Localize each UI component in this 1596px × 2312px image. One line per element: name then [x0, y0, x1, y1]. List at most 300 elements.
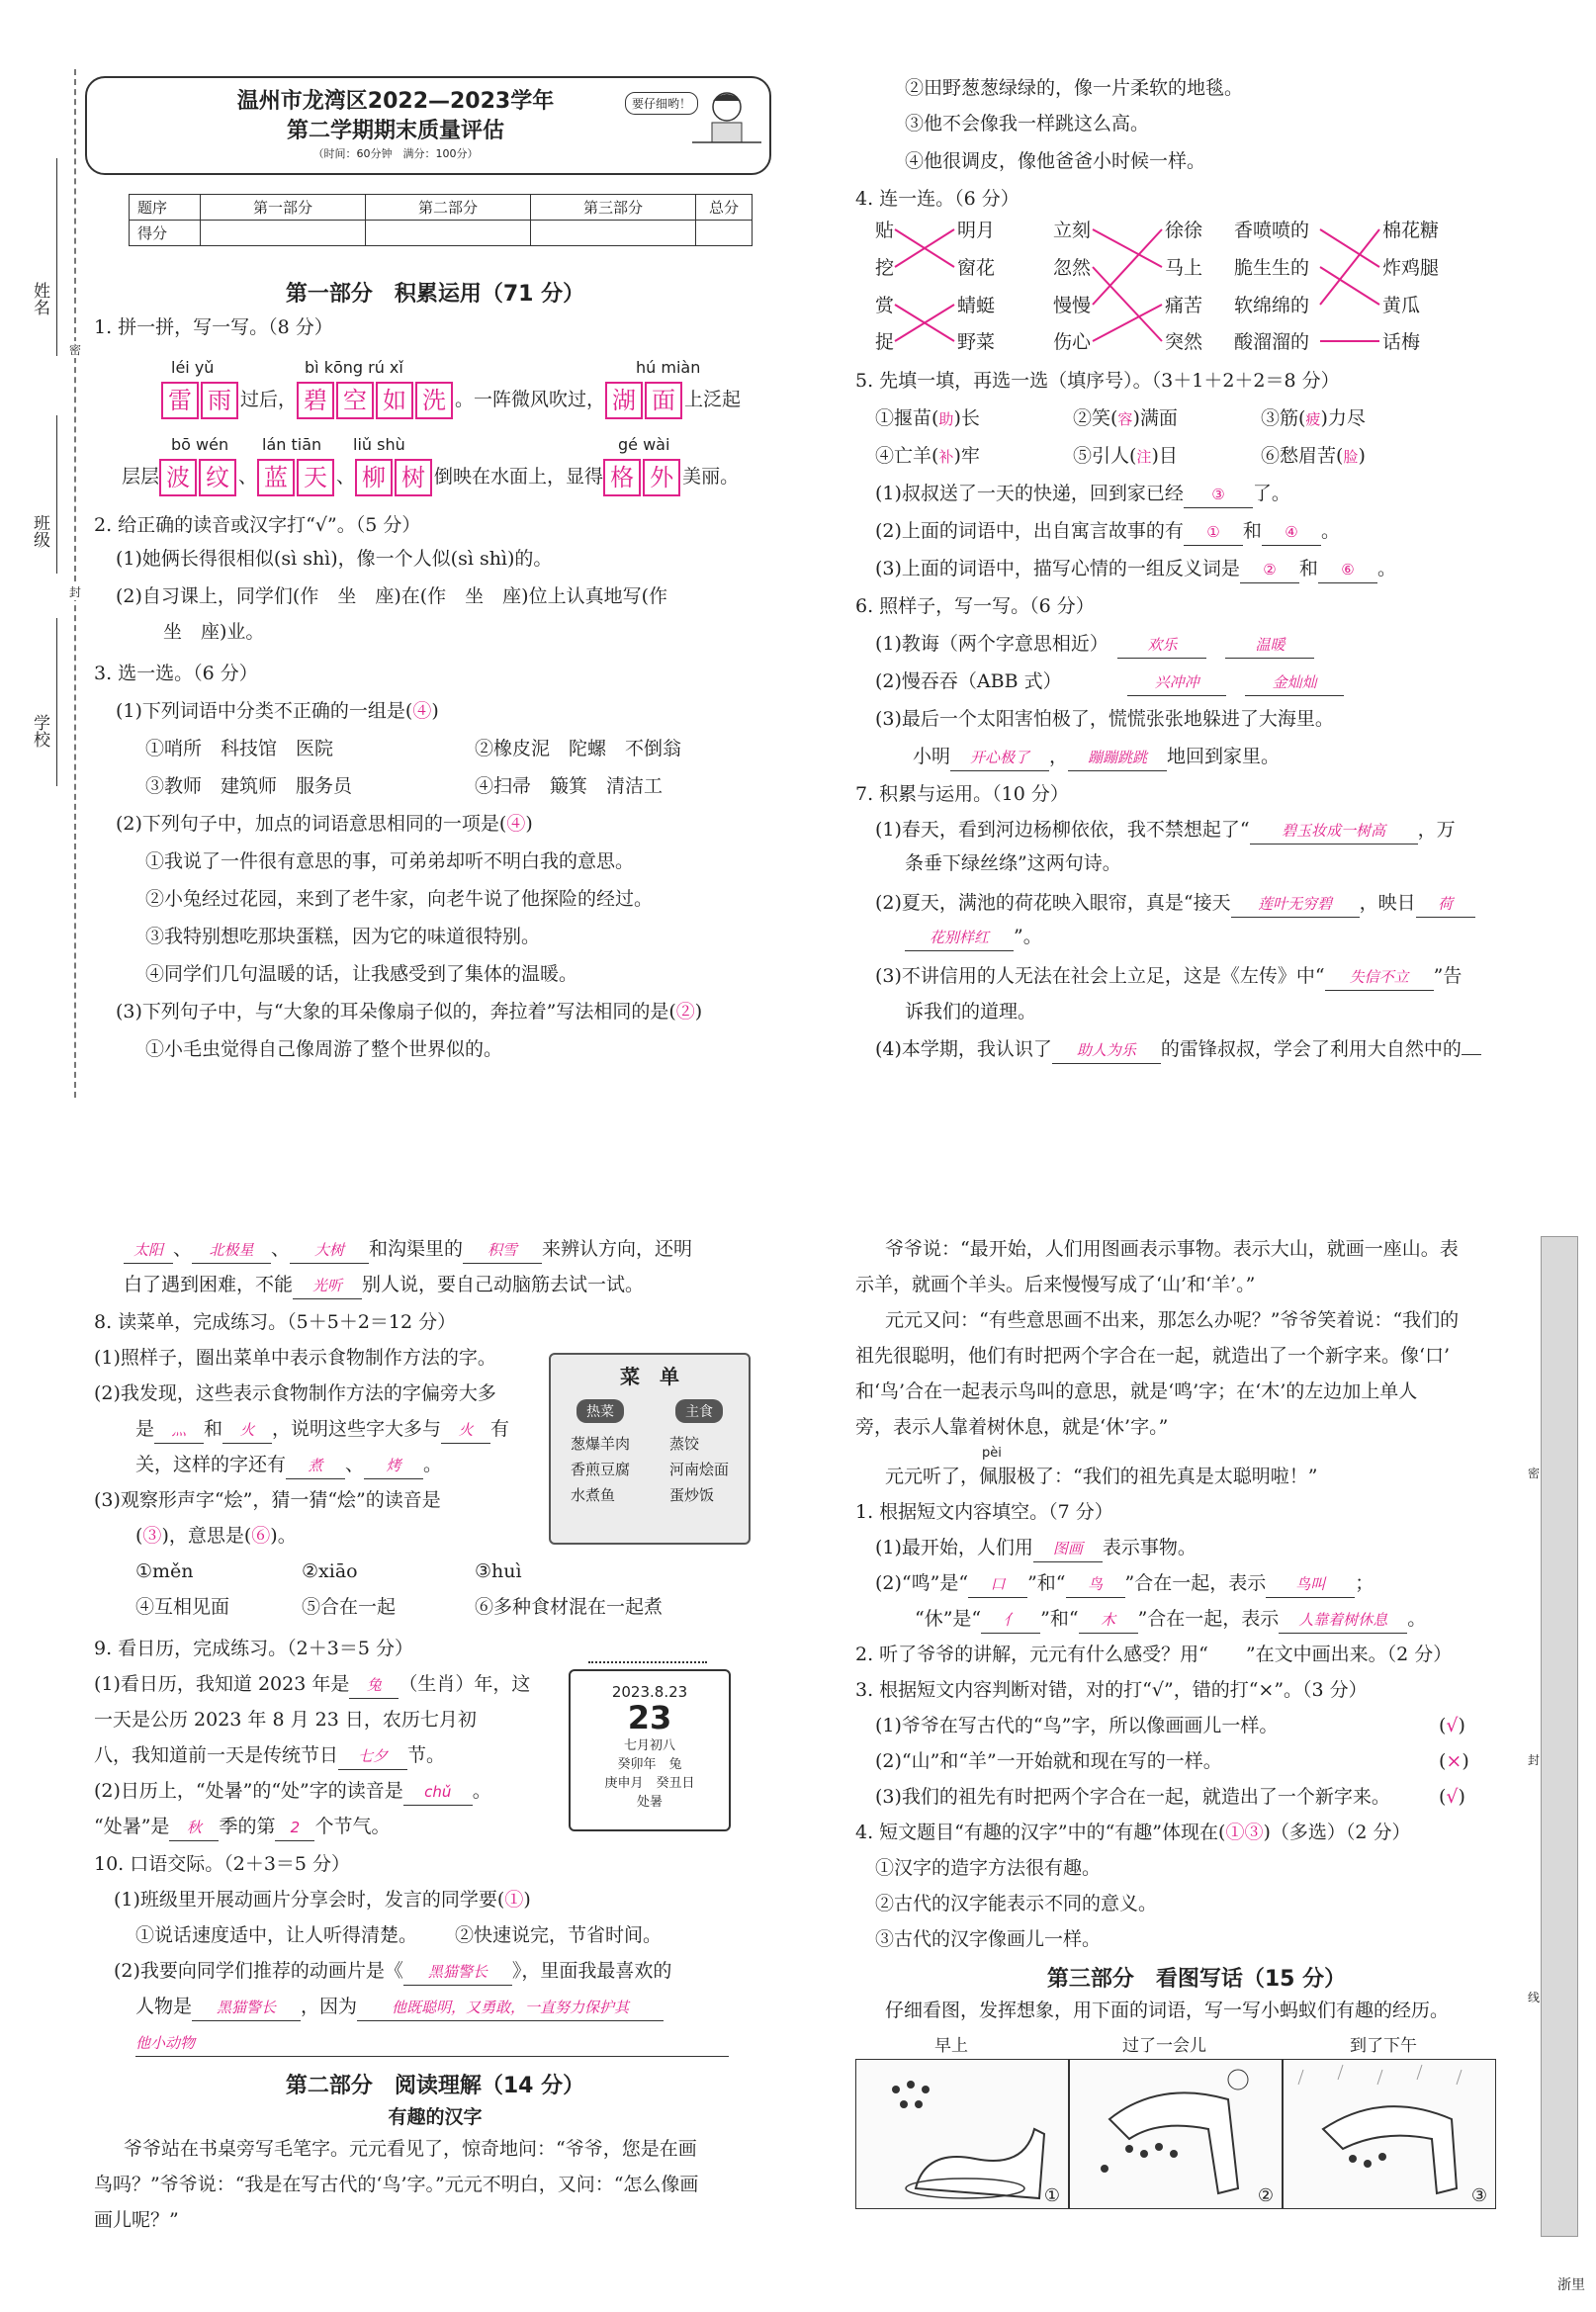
q3-opt[interactable]: ②小兔经过花园，来到了老牛家，向老牛说了他探险的经过。	[145, 888, 654, 910]
answer-blank[interactable]	[1462, 1054, 1481, 1055]
answer-blank[interactable]: 木	[1079, 1607, 1138, 1634]
q3-opt[interactable]: ①哨所 科技馆 医院	[145, 738, 334, 759]
pic-caption: 到了下午	[1350, 2036, 1417, 2056]
calendar-solar-term: 处暑	[636, 1795, 663, 1810]
text: ③筋(	[1261, 407, 1306, 429]
answer-blank[interactable]: 兔	[349, 1672, 399, 1699]
text: (2)下列句子中，加点的词语意思相同的一项是(	[116, 813, 507, 835]
match-item[interactable]: 突然	[1165, 331, 1203, 353]
match-item[interactable]: 马上	[1165, 257, 1203, 279]
answer[interactable]: 疲	[1305, 410, 1321, 428]
text: )长	[953, 407, 980, 429]
score-cell[interactable]	[531, 221, 696, 246]
q10-opt[interactable]: ①说话速度适中，让人听得清楚。	[135, 1924, 418, 1946]
q8-opt[interactable]: ④互相见面	[135, 1596, 230, 1618]
text: ”和“	[1027, 1572, 1066, 1594]
answer[interactable]: ①	[504, 1889, 524, 1911]
exam-title	[198, 87, 593, 162]
text: 了。	[1252, 483, 1290, 504]
q3-opt[interactable]: ③他不会像我一样跳这么高。	[905, 113, 1150, 134]
answer-blank[interactable]: 失信不立	[1325, 964, 1434, 991]
q1-label: 1. 拼一拼，写一写。（8 分）	[94, 316, 333, 338]
char-tile[interactable]: 天	[297, 459, 334, 496]
seal-mark-2: 封	[69, 585, 82, 599]
part1-title: 第一部分 积累运用（71 分）	[285, 282, 585, 307]
text: 。	[423, 1454, 443, 1475]
picture-2	[1069, 2059, 1283, 2209]
q2-line2: (2)自习课上，同学们(作 坐 座)在(作 坐 座)位上认真地写(作	[116, 585, 667, 607]
match-item[interactable]: 伤心	[1053, 331, 1092, 353]
match-item[interactable]: 痛苦	[1165, 295, 1203, 316]
footer-brand: 浙里	[1557, 2277, 1585, 2293]
text: )	[1358, 445, 1366, 467]
text: 美丽。	[682, 466, 740, 488]
text: ”和“	[1040, 1608, 1079, 1630]
score-col-1: 第一部分	[201, 195, 366, 221]
answer[interactable]: ④	[506, 813, 526, 835]
q7-cont: 太阳 、 北极星 、 大树 和沟渠里的 积雪 来辨认方向，还明	[124, 1236, 776, 1264]
answer-blank[interactable]: 火	[222, 1417, 272, 1444]
answer-blank[interactable]: 开心极了	[950, 745, 1049, 771]
calendar-date: 2023.8.23	[611, 1683, 688, 1701]
bottom-right-column	[855, 1226, 1541, 2294]
answer-blank[interactable]: 太阳	[124, 1237, 173, 1264]
char-tile[interactable]: 纹	[199, 459, 236, 496]
text: 过后，	[240, 389, 298, 410]
answer-blank[interactable]: 亻	[981, 1607, 1040, 1634]
text: 、	[238, 466, 258, 488]
q5-s1	[875, 481, 1538, 508]
answer-blank[interactable]: 黑猫警长	[403, 1959, 512, 1986]
menu-item: 香煎豆腐	[570, 1461, 630, 1478]
text: 关，这样的字还有	[135, 1454, 287, 1475]
text: 。	[1320, 520, 1340, 542]
answer-blank[interactable]: 碧玉妆成一树高	[1250, 818, 1418, 845]
q7-s4	[875, 1036, 1538, 1064]
char-tile[interactable]: 湖	[605, 382, 643, 419]
picture-1	[855, 2059, 1069, 2209]
match-item[interactable]: 立刻	[1053, 220, 1092, 241]
r1-s1	[875, 1535, 1538, 1562]
q10-label: 10. 口语交际。（2＋3＝5 分）	[94, 1853, 351, 1875]
text: 4. 短文题目“有趣的汉字”中的“有趣”体现在(	[855, 1822, 1226, 1843]
answer-blank[interactable]: 大树	[290, 1237, 369, 1264]
text: ②笑(	[1073, 407, 1118, 429]
answer-blank[interactable]: 煮	[286, 1453, 345, 1479]
calendar-rings	[588, 1661, 707, 1677]
seal-mark: 封	[1528, 1753, 1541, 1767]
r3-label: 3. 根据短文内容判断对错，对的打“√”，错的打“×”。（3 分）	[855, 1679, 1368, 1701]
q5-label: 5. 先填一填，再选一选（填序号）。（3＋1＋2＋2＝8 分）	[855, 370, 1340, 392]
match-item[interactable]: 野菜	[957, 331, 996, 353]
q3-s1: (1)下列词语中分类不正确的一组是(④)	[116, 700, 439, 722]
shoe-illustration	[1284, 2060, 1495, 2208]
answer-blank[interactable]: 欢乐	[1117, 632, 1206, 659]
answer[interactable]: ③	[142, 1525, 162, 1547]
answer-blank[interactable]: ⑥	[1318, 557, 1377, 583]
text: 季的第	[219, 1816, 276, 1837]
answer[interactable]: 脸	[1343, 448, 1359, 466]
r3-answer[interactable]: (√)	[1439, 1715, 1465, 1736]
text: ；	[1355, 1572, 1374, 1594]
title-line-1: 温州市龙湾区2022—2023学年	[236, 89, 555, 114]
q5-row2	[1261, 443, 1538, 470]
q8-opt[interactable]: ③huì	[475, 1560, 522, 1582]
text: 和	[204, 1418, 223, 1440]
answer-blank[interactable]: 他既聪明，又勇敢，一直努力保护其	[357, 1995, 664, 2021]
answer-blank[interactable]: ③	[1184, 482, 1253, 508]
text: (2)日历上，“处暑”的“处”字的读音是	[94, 1780, 403, 1802]
char-tile[interactable]: 格	[603, 459, 641, 496]
q3-opt[interactable]: ②橡皮泥 陀螺 不倒翁	[475, 738, 682, 759]
story-p2: 爷爷说：“最开始，人们用图画表示事物。表示大山，就画一座山。表	[885, 1238, 1459, 1260]
r1-s2	[875, 1570, 1538, 1598]
pic-number: ③	[1470, 2185, 1487, 2206]
q1-line2	[122, 459, 776, 496]
story-p3: 元元又问：“有些意思画不出来，那怎么办呢？”爷爷笑着说：“我们的	[885, 1309, 1460, 1331]
text: ，万	[1417, 819, 1456, 841]
q2-label: 2. 给正确的读音或汉字打“√”。（5 分）	[94, 514, 421, 536]
answer-blank[interactable]: 莲叶无穷碧	[1231, 891, 1360, 918]
calendar	[559, 1657, 737, 1835]
score-row-label: 得分	[130, 221, 201, 246]
q3-opt[interactable]: ③教师 建筑师 服务员	[145, 775, 353, 797]
q8-opt[interactable]: ⑤合在一起	[302, 1596, 397, 1618]
answer-blank[interactable]: 火	[441, 1417, 490, 1444]
q9-s2: 一天是公历 2023 年 8 月 23 日，农历七月初	[94, 1709, 477, 1731]
story-p2b: 示羊，就画个羊头。后来慢慢写成了‘山’和‘羊’。”	[855, 1274, 1256, 1295]
match-item[interactable]: 赏	[875, 295, 895, 316]
answer-blank[interactable]: 黑猫警长	[192, 1995, 301, 2021]
answer-blank[interactable]: 鸟叫	[1266, 1571, 1355, 1598]
answer-blank[interactable]: ①	[1184, 519, 1243, 546]
match-item[interactable]: 话梅	[1382, 331, 1421, 353]
pic-number: ①	[1043, 2185, 1060, 2206]
answer[interactable]: 注	[1136, 448, 1152, 466]
text: 。	[1407, 1608, 1427, 1630]
text: 地回到家里。	[1167, 746, 1281, 767]
text: (1)班级里开展动画片分享会时，发言的同学要(	[114, 1889, 505, 1911]
match-item[interactable]: 炸鸡腿	[1382, 257, 1440, 279]
calendar-lunar: 七月初八	[623, 1738, 675, 1753]
char-tile[interactable]: 面	[645, 382, 682, 419]
text: 节。	[407, 1744, 446, 1766]
q10-s3c	[135, 2029, 776, 2057]
text: (1)看日历，我知道 2023 年是	[94, 1673, 350, 1695]
text: 表示事物。	[1102, 1537, 1197, 1558]
match-item[interactable]: 软绵绵的	[1234, 295, 1310, 316]
score-col-0: 题序	[130, 195, 201, 221]
q10-s1	[114, 1887, 776, 1912]
text: 。一阵微风吹过，	[455, 389, 606, 410]
r3-s: (1)爷爷在写古代的“鸟”字，所以像画画儿一样。	[875, 1715, 1279, 1736]
q3-opt[interactable]: ②田野葱葱绿绿的，像一片柔软的地毯。	[905, 77, 1244, 99]
text: (	[135, 1525, 143, 1547]
q3-opt[interactable]: ④扫帚 簸箕 清洁工	[475, 775, 664, 797]
answer-blank[interactable]: 金灿灿	[1245, 669, 1344, 696]
score-cell[interactable]	[366, 221, 531, 246]
text: )	[523, 1889, 531, 1911]
q3-s2: (2)下列句子中，加点的词语意思相同的一项是(④)	[116, 813, 533, 835]
menu-item: 水煮鱼	[570, 1486, 615, 1504]
pinyin: hú miàn	[636, 358, 701, 377]
q6-label: 6. 照样子，写一写。（6 分）	[855, 595, 1095, 617]
char-tile[interactable]: 柳	[355, 459, 393, 496]
char-tile[interactable]: 雷	[161, 382, 199, 419]
score-table	[129, 194, 753, 246]
match-item[interactable]: 捉	[875, 331, 895, 353]
char-tile[interactable]: 蓝	[257, 459, 295, 496]
char-tile[interactable]: 波	[159, 459, 197, 496]
q3-opt[interactable]: ③我特别想吃那块蛋糕，因为它的味道很特别。	[145, 926, 541, 947]
text: (2)“鸣”是“	[875, 1572, 969, 1594]
answer[interactable]: ①③	[1225, 1822, 1264, 1843]
answer-blank[interactable]: 温暖	[1225, 632, 1314, 659]
seal-mark: 密	[69, 343, 82, 357]
answer[interactable]: 补	[938, 448, 954, 466]
calendar-ganzhi: 癸卯年 兔	[617, 1757, 682, 1772]
match-item[interactable]: 慢慢	[1053, 295, 1092, 316]
pic-caption: 过了一会儿	[1122, 2036, 1206, 2056]
q8-s1: (1)照样子，圈出菜单中表示食物制作方法的字。	[94, 1347, 496, 1369]
answer-blank[interactable]: 烤	[364, 1453, 423, 1479]
text: 层层	[122, 466, 160, 488]
text: 》，里面我最喜欢的	[511, 1960, 672, 1982]
text: 人物是	[135, 1996, 193, 2017]
text: ⑤引人(	[1073, 445, 1137, 467]
story-p1c: 画儿呢？”	[94, 2209, 179, 2231]
match-item[interactable]: 窗花	[957, 257, 996, 279]
char-tile[interactable]: 树	[395, 459, 432, 496]
answer-blank[interactable]: 七夕	[338, 1743, 407, 1770]
r4-opt[interactable]: ③古代的汉字像画儿一样。	[875, 1928, 1102, 1950]
text: ”合在一起，表示	[1137, 1608, 1280, 1630]
answer-blank[interactable]: 荷	[1416, 891, 1475, 918]
text: (3)不讲信用的人无法在社会上立足，这是《左传》中“	[875, 965, 1325, 987]
match-item[interactable]: 挖	[875, 257, 895, 279]
menu-title: 菜 单	[620, 1365, 679, 1388]
text: 是	[135, 1418, 155, 1440]
text: (2)上面的词语中，出自寓言故事的有	[875, 520, 1184, 542]
pinyin: bì kōng rú xǐ	[305, 358, 403, 377]
q3-opt[interactable]: ④他很调皮，像他爸爸小时候一样。	[905, 150, 1206, 172]
q7-label: 7. 积累与运用。（10 分）	[855, 783, 1069, 805]
answer-blank[interactable]: ④	[1262, 519, 1321, 546]
answer-blank[interactable]: 秋	[169, 1815, 219, 1841]
menu-item: 河南烩面	[668, 1461, 729, 1478]
text: 上泛起	[684, 389, 742, 410]
answer[interactable]: √	[1446, 1786, 1459, 1808]
match-item[interactable]: 香喷喷的	[1234, 220, 1310, 241]
answer-blank[interactable]: 兴冲冲	[1127, 669, 1226, 696]
answer-blank[interactable]: 助人为乐	[1052, 1037, 1161, 1064]
match-item[interactable]: 棉花糖	[1382, 220, 1440, 241]
speech-bubble: 要仔细哟！	[625, 92, 698, 115]
char-tile[interactable]: 洗	[415, 382, 453, 419]
answer-blank[interactable]: 鸟	[1066, 1571, 1125, 1598]
q8-label: 8. 读菜单，完成练习。（5＋5＋2＝12 分）	[94, 1311, 457, 1333]
text: (1)下列词语中分类不正确的一组是(	[116, 700, 413, 722]
r3-answer[interactable]: (√)	[1439, 1786, 1465, 1808]
answer-blank[interactable]: 2	[275, 1815, 314, 1841]
school-line	[56, 618, 57, 786]
text: ，	[1049, 746, 1069, 767]
answer[interactable]: 助	[938, 410, 954, 428]
menu-item: 蛋炒饭	[668, 1486, 714, 1504]
match-item[interactable]: 明月	[957, 220, 996, 241]
answer[interactable]: ×	[1446, 1750, 1463, 1772]
q4-label: 4. 连一连。（6 分）	[855, 188, 1020, 210]
r4-opt[interactable]: ①汉字的造字方法很有趣。	[875, 1857, 1102, 1879]
text: (1)最开始，人们用	[875, 1537, 1033, 1558]
text: 倒映在水面上，显得	[434, 466, 604, 488]
menu-header-hot: 热菜	[576, 1399, 624, 1423]
text: 白了遇到困难，不能	[124, 1274, 294, 1295]
q5-row1	[1261, 405, 1538, 432]
picture-3	[1283, 2059, 1496, 2209]
char-tile[interactable]: 碧	[297, 382, 334, 419]
q2-line1: (1)她俩长得很相似(sì shì)，像一个人似(sì shì)的。	[116, 548, 553, 570]
q7-s1c: 条垂下绿丝绦”这两句诗。	[905, 852, 1121, 874]
answer-blank[interactable]: 北极星	[192, 1237, 271, 1264]
q6-s2	[875, 668, 1538, 696]
text: ”。	[1014, 926, 1042, 947]
answer-blank[interactable]: 积雪	[463, 1237, 542, 1264]
text: )（多选）（2 分）	[1263, 1822, 1411, 1843]
answer-blank[interactable]: 灬	[154, 1417, 204, 1444]
text: “处暑”是	[94, 1816, 170, 1837]
answer-blank[interactable]: 蹦蹦跳跳	[1068, 745, 1167, 771]
q8-opt[interactable]: ①měn	[135, 1560, 194, 1582]
q7-cont2	[124, 1272, 776, 1299]
text: (3)下列句子中，与“大象的耳朵像扇子似的，奔拉着”写法相同的是(	[116, 1001, 676, 1023]
text: 八，我知道前一天是传统节日	[94, 1744, 339, 1766]
answer[interactable]: 容	[1117, 410, 1133, 428]
q3-opt[interactable]: ①我说了一件很有意思的事，可弟弟却听不明白我的意思。	[145, 850, 635, 872]
q10-s2	[114, 1958, 776, 1986]
answer-blank[interactable]: 图画	[1033, 1536, 1103, 1562]
pinyin: léi yǔ	[171, 358, 215, 377]
r1-s3	[915, 1606, 1538, 1634]
text: (2)夏天，满池的荷花映入眼帘，真是“接天	[875, 892, 1231, 914]
match-item[interactable]: 酸溜溜的	[1234, 331, 1310, 353]
score-table-wrap	[129, 194, 753, 246]
answer-blank[interactable]: 他小动物	[135, 2030, 729, 2057]
text: ，说明这些字大多与	[272, 1418, 442, 1440]
q8-s2: (2)我发现，这些表示食物制作方法的字偏旁大多	[94, 1382, 496, 1404]
answer[interactable]: ②	[675, 1001, 695, 1023]
answer-blank[interactable]: 光听	[293, 1273, 362, 1299]
story-p3d: 旁，表示人靠着树休息，就是‘休’字。”	[855, 1416, 1169, 1438]
story-p3b: 祖先很聪明，他们有时把两个字合在一起，就造出了一个新字来。像‘口’	[855, 1345, 1451, 1367]
r3-answer[interactable]: (×)	[1439, 1750, 1469, 1772]
q1-line1	[161, 382, 776, 419]
score-col-3: 第三部分	[531, 195, 696, 221]
text: (1)教诲（两个字意思相近）	[875, 633, 1100, 655]
part1-column	[94, 267, 776, 1098]
q6-s1	[875, 631, 1538, 659]
text: 小明	[913, 746, 951, 767]
menu-item: 蒸饺	[668, 1435, 699, 1453]
q6-s3: (3)最后一个太阳害怕极了，慌慌张张地躲进了大海里。	[875, 708, 1334, 730]
menu-header-staple: 主食	[675, 1399, 723, 1423]
match-item[interactable]: 贴	[875, 220, 895, 241]
r4-opt[interactable]: ②古代的汉字能表示不同的意义。	[875, 1893, 1158, 1914]
q8-opt[interactable]: ⑥多种食材混在一起煮	[475, 1596, 664, 1618]
char-tile[interactable]: 空	[336, 382, 374, 419]
answer-blank[interactable]: 人靠着树休息	[1279, 1607, 1407, 1634]
r1-label: 1. 根据短文内容填空。（7 分）	[855, 1501, 1113, 1523]
name-label: 姓名	[30, 282, 49, 315]
part3-intro: 仔细看图，发挥想象，用下面的词语，写一写小蚂蚁们有趣的经历。	[885, 2000, 1450, 2021]
char-tile[interactable]: 外	[643, 459, 680, 496]
char-tile[interactable]: 如	[376, 382, 413, 419]
text: （生肖）年，这	[399, 1673, 531, 1695]
answer-blank[interactable]: 口	[968, 1571, 1027, 1598]
answer-blank[interactable]: 花别样红	[905, 925, 1014, 951]
text: ，映日	[1359, 892, 1416, 914]
score-col-2: 第二部分	[366, 195, 531, 221]
text: 来辨认方向，还明	[542, 1238, 693, 1260]
class-line	[56, 415, 57, 574]
q10-opt[interactable]: ②快速说完，节省时间。	[455, 1924, 663, 1946]
pic-caption: 早上	[934, 2036, 968, 2056]
text: ⑥愁眉苦(	[1261, 445, 1344, 467]
text: (2)慢吞吞（ABB 式）	[875, 670, 1053, 692]
answer-blank[interactable]: ②	[1240, 557, 1299, 583]
score-cell[interactable]	[201, 221, 366, 246]
q5-s3	[875, 556, 1538, 583]
match-item[interactable]: 蜻蜓	[957, 295, 996, 316]
menu-item: 葱爆羊肉	[570, 1435, 630, 1453]
q7-s2c	[905, 924, 1538, 951]
score-cell[interactable]	[696, 221, 753, 246]
match-item[interactable]: 脆生生的	[1234, 257, 1310, 279]
q3-opt[interactable]: ④同学们几句温暖的话，让我感受到了集体的温暖。	[145, 963, 578, 985]
text: )，意思是(	[161, 1525, 252, 1547]
answer-blank[interactable]: chǔ	[403, 1779, 473, 1806]
text: 别人说，要自己动脑筋去试一试。	[362, 1274, 645, 1295]
q3-opt[interactable]: ①小毛虫觉得自己像周游了整个世界似的。	[145, 1038, 503, 1060]
answer[interactable]: ④	[412, 700, 432, 722]
text: ，因为	[301, 1996, 358, 2017]
story-p3c: 和‘鸟’合在一起表示鸟叫的意思，就是‘鸣’字；在‘木’的左边加上单人	[855, 1380, 1418, 1402]
match-item[interactable]: 黄瓜	[1382, 295, 1421, 316]
text: ”合在一起，表示	[1124, 1572, 1267, 1594]
calendar-day: 23	[627, 1699, 672, 1736]
text: )满面	[1132, 407, 1178, 429]
answer[interactable]: ⑥	[251, 1525, 271, 1547]
q8-opt[interactable]: ②xiāo	[302, 1560, 358, 1582]
seal-mark: 密	[1528, 1467, 1541, 1480]
text: ①揠苗(	[875, 407, 939, 429]
score-col-4: 总分	[696, 195, 753, 221]
q7-s1	[875, 817, 1538, 845]
bottom-left-column	[94, 1226, 776, 2294]
text: 有	[490, 1418, 510, 1440]
r4-label	[855, 1820, 1538, 1845]
text: 。	[1376, 558, 1396, 579]
text: )。	[270, 1525, 297, 1547]
part3-title: 第三部分 看图写话（15 分）	[1046, 1967, 1347, 1992]
text: ④亡羊(	[875, 445, 939, 467]
class-label: 班级	[30, 514, 49, 548]
match-item[interactable]: 忽然	[1053, 257, 1092, 279]
answer[interactable]: √	[1446, 1715, 1459, 1736]
match-item[interactable]: 徐徐	[1165, 220, 1203, 241]
text: )力尽	[1320, 407, 1366, 429]
char-tile[interactable]: 雨	[201, 382, 238, 419]
